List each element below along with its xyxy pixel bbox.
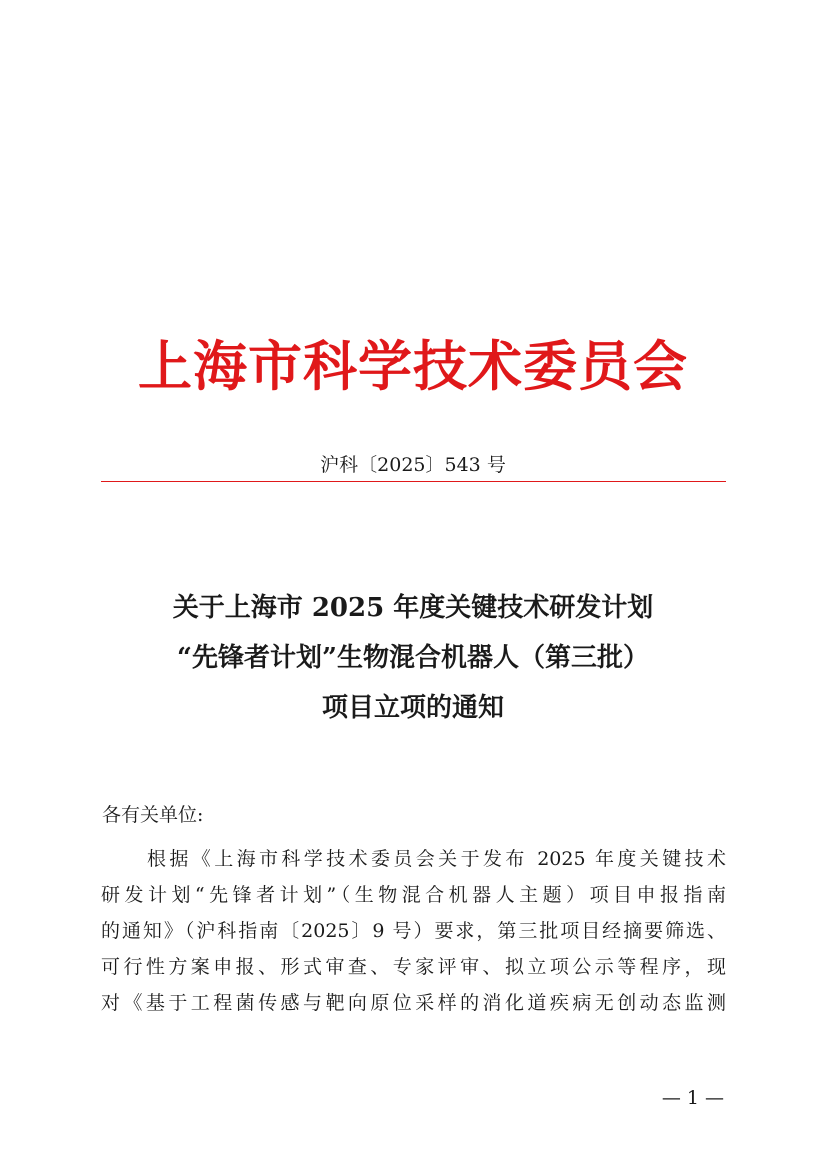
notice-title-line: “先锋者计划”生物混合机器人（第三批） [177, 643, 649, 673]
body-line: 可行性方案申报、形式审查、专家评审、拟立项公示等程序，现 [101, 956, 726, 978]
agency-title: 上海市科学技术委员会 [138, 334, 688, 398]
body-line: 对《基于工程菌传感与靶向原位采样的消化道疾病无创动态监测 [101, 992, 726, 1014]
body-line: 的通知》（沪科指南〔2025〕9 号）要求，第三批项目经摘要筛选、 [101, 920, 726, 942]
body-paragraph [101, 841, 726, 1021]
notice-title-line: 关于上海市 2025 年度关键技术研发计划 [172, 593, 654, 623]
page-number: — 1 — [661, 1087, 724, 1109]
body-line: 根据《上海市科学技术委员会关于发布 2025 年度关键技术 [147, 848, 726, 870]
red-header-rule [101, 481, 726, 482]
notice-title [0, 583, 826, 733]
salutation: 各有关单位: [102, 804, 204, 826]
notice-title-line: 项目立项的通知 [321, 693, 504, 723]
body-line: 研发计划“先锋者计划”（生物混合机器人主题）项目申报指南 [101, 884, 726, 906]
document-number: 沪科〔2025〕543 号 [320, 454, 506, 476]
